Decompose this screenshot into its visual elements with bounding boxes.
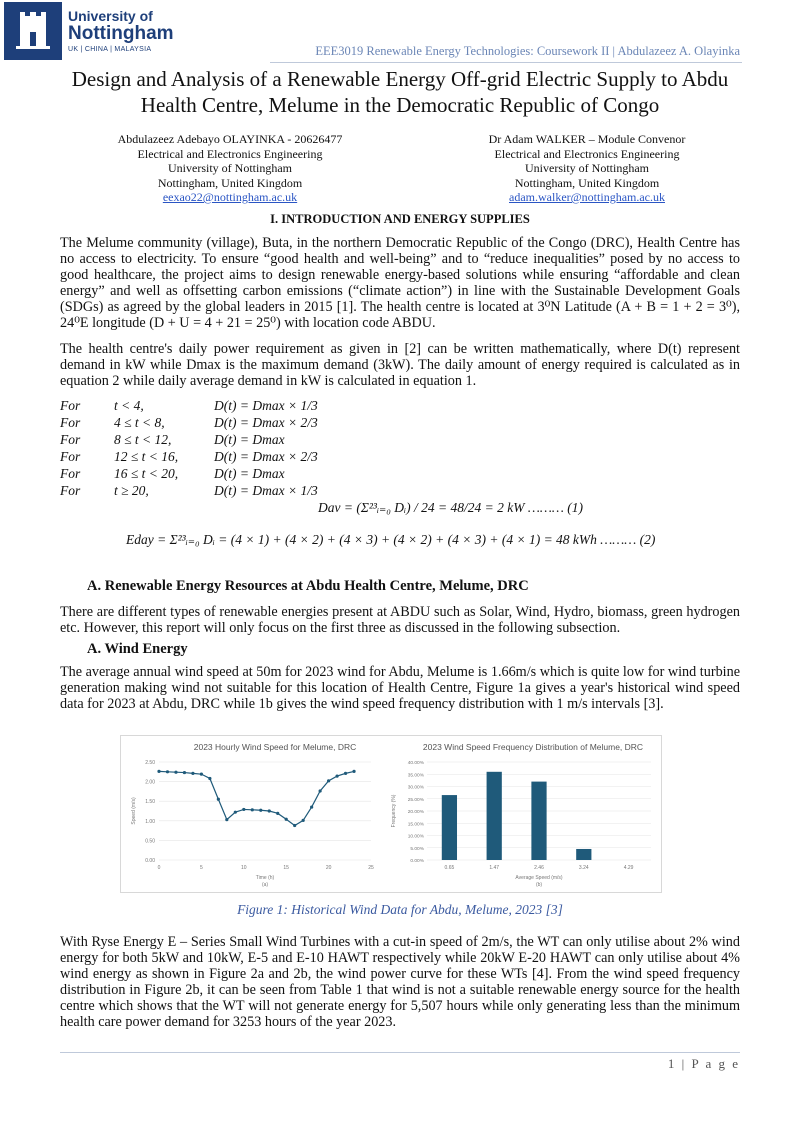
data-point bbox=[335, 775, 338, 778]
y-tick-label: 1.50 bbox=[145, 799, 155, 806]
data-point bbox=[352, 770, 355, 773]
y-axis-label: Speed (m/s) bbox=[131, 797, 137, 825]
y-tick-label: 0.00 bbox=[145, 858, 155, 864]
y-tick-label: 25.00% bbox=[407, 797, 424, 803]
y-tick-label: 15.00% bbox=[407, 822, 424, 828]
figure-caption: Figure 1: Historical Wind Data for Abdu, Melume, 2023 [3] bbox=[237, 902, 563, 917]
author-block-2 bbox=[457, 132, 717, 205]
data-point bbox=[293, 824, 296, 827]
row-for: For bbox=[60, 398, 81, 413]
bar bbox=[487, 772, 502, 860]
bar bbox=[531, 782, 546, 860]
row-for: For bbox=[60, 432, 81, 447]
data-point bbox=[242, 808, 245, 811]
x-tick-label: 3.24 bbox=[578, 865, 589, 871]
y-tick-label: 2.00 bbox=[145, 779, 155, 786]
data-point bbox=[302, 819, 305, 822]
row-for: For bbox=[60, 483, 81, 498]
x-tick-label: 5 bbox=[200, 865, 203, 871]
x-tick-label: 0.65 bbox=[444, 865, 455, 871]
data-point bbox=[327, 779, 330, 782]
x-axis-label: Time (h) bbox=[255, 875, 275, 881]
row-expr: D(t) = Dmax × 1/3 bbox=[214, 398, 318, 413]
author-university: University of Nottingham bbox=[168, 161, 292, 175]
university-logo-text bbox=[68, 8, 174, 56]
data-point bbox=[191, 772, 194, 775]
x-tick-label: 2.46 bbox=[534, 865, 544, 871]
paper-title: Design and Analysis of a Renewable Energy Off-grid Electric Supply to Abdu Health Centre, Melume in the Democratic Republic of Congo bbox=[71, 67, 729, 117]
data-point bbox=[200, 773, 203, 776]
x-tick-label: 0 bbox=[157, 865, 161, 871]
y-tick-label: 20.00% bbox=[407, 810, 424, 815]
data-point bbox=[174, 771, 177, 774]
x-tick-label: 1.47 bbox=[489, 865, 500, 871]
data-point bbox=[276, 812, 279, 815]
row-expr: D(t) = Dmax bbox=[214, 432, 285, 447]
x-axis-label: Average Speed (m/s) bbox=[515, 875, 563, 881]
y-tick-label: 40.00% bbox=[407, 761, 424, 766]
y-tick-label: 2.50 bbox=[145, 760, 155, 766]
demand-paragraph: The health centre's daily power requirement as given in [2] can be written mathematically, where D(t) represent demand in kW while Dmax is the maximum demand (3kW). The daily amount of energy required is calculated as in equation 2 while daily average demand in kW is calculated in equation 1. bbox=[60, 341, 740, 389]
row-for: For bbox=[60, 466, 81, 481]
author-block-1 bbox=[100, 132, 360, 205]
x-tick-label: 4.29 bbox=[623, 865, 634, 871]
author-dept: Electrical and Electronics Engineering bbox=[137, 146, 323, 161]
author-city: Nottingham, United Kingdom bbox=[157, 175, 303, 190]
data-point bbox=[157, 770, 160, 773]
chart-sublabel: (a) bbox=[261, 882, 269, 888]
y-tick-label: 1.00 bbox=[145, 818, 155, 825]
data-point bbox=[259, 809, 262, 812]
wind-frequency-chart bbox=[385, 736, 661, 892]
section-heading: I. INTRODUCTION AND ENERGY SUPPLIES bbox=[270, 212, 530, 226]
row-range: t ≥ 20, bbox=[114, 483, 149, 498]
figure-1 bbox=[120, 735, 662, 893]
footer-rule bbox=[60, 1052, 740, 1053]
data-point bbox=[225, 818, 228, 821]
chart-title: 2023 Hourly Wind Speed for Melume, DRC bbox=[193, 742, 357, 752]
wind-paragraph: The average annual wind speed at 50m for 2023 wind for Abdu, Melume is 1.66m/s which is quite low for wind turbine generation making wind not suitable for this location of Health Centre, Figure 1a gives a year's historical wind speed data for 2023 at Abdu, DRC while 1b gives the wind speed frequency distribution with 1 m/s intervals [3]. bbox=[60, 664, 740, 712]
x-tick-label: 10 bbox=[241, 865, 247, 871]
y-tick-label: 10.00% bbox=[407, 834, 424, 840]
row-range: 8 ≤ t < 12, bbox=[114, 432, 172, 447]
x-tick-label: 15 bbox=[283, 865, 289, 871]
data-point bbox=[251, 808, 254, 811]
chart-title: 2023 Wind Speed Frequency Distribution of Melume, DRC bbox=[422, 742, 644, 752]
bar bbox=[576, 849, 591, 860]
demand-row bbox=[60, 448, 324, 465]
author-university: University of Nottingham bbox=[525, 161, 649, 175]
data-point bbox=[344, 772, 347, 775]
y-tick-label: 30.00% bbox=[407, 785, 424, 791]
logo-line2: Nottingham bbox=[68, 23, 174, 44]
bar bbox=[442, 795, 457, 860]
row-for: For bbox=[60, 415, 81, 430]
equation-2: Eday = Σ²³ᵢ₌₀ Dᵢ = (4 × 1) + (4 × 2) + (4 × 3) + (4 × 2) + (4 × 3) + (4 × 1) = 48 kWh ……… (2) bbox=[126, 532, 656, 547]
author-email-link[interactable]: adam.walker@nottingham.ac.uk bbox=[509, 190, 665, 204]
demand-piecewise-table bbox=[60, 397, 324, 499]
y-tick-label: 5.00% bbox=[410, 846, 424, 852]
resources-paragraph: There are different types of renewable energies present at ABDU such as Solar, Wind, Hydro, biomass, green hydrogen etc. However, this report will only focus on the first three as discussed in the following subsection. bbox=[60, 604, 740, 636]
data-point bbox=[208, 777, 211, 780]
author-dept: Electrical and Electronics Engineering bbox=[494, 146, 680, 161]
subsection-heading-wind: A. Wind Energy bbox=[87, 641, 188, 657]
header-rule bbox=[270, 62, 742, 63]
y-tick-label: 35.00% bbox=[407, 773, 424, 779]
university-logo-mark bbox=[4, 2, 62, 60]
author-email-link[interactable]: eexao22@nottingham.ac.uk bbox=[162, 190, 298, 204]
row-range: 16 ≤ t < 20, bbox=[114, 466, 179, 481]
row-expr: D(t) = Dmax × 2/3 bbox=[214, 415, 318, 430]
running-head: EEE3019 Renewable Energy Technologies: Coursework II | Abdulazeez A. Olayinka bbox=[315, 44, 740, 58]
data-point bbox=[183, 771, 186, 774]
row-expr: D(t) = Dmax × 2/3 bbox=[214, 449, 318, 464]
row-range: 4 ≤ t < 8, bbox=[114, 415, 165, 430]
intro-paragraph: The Melume community (village), Buta, in the northern Democratic Republic of the Congo (DRC), Health Centre has no access to electricity. To ensure “good health and well-being” and to “reduce inequalities” posed by no access to good healthcare, the project aims to design renewable energy-based solutions while ensuring “affordable and clean energy” and well as offsetting carbon emissions (“climate action”) in line with the Sustainable Development Goals (SDGs) as agreed by the global leaders in 2015 [1]. The health centre is located at 3⁰N Latitude (A + B = 1 + 2 = 3⁰), 24⁰E longitude (D + U = 4 + 21 = 25⁰) with location code ABDU. bbox=[60, 235, 740, 331]
demand-row bbox=[60, 414, 324, 431]
castle-icon bbox=[4, 2, 62, 60]
data-point bbox=[234, 811, 237, 814]
data-point bbox=[166, 770, 169, 773]
series-line bbox=[159, 771, 354, 825]
x-tick-label: 20 bbox=[325, 865, 332, 871]
author-name: Dr Adam WALKER – Module Convenor bbox=[488, 132, 686, 146]
data-point bbox=[285, 818, 288, 821]
data-point bbox=[310, 805, 313, 808]
row-expr: D(t) = Dmax bbox=[214, 466, 285, 481]
row-expr: D(t) = Dmax × 1/3 bbox=[214, 483, 318, 498]
row-range: 12 ≤ t < 16, bbox=[114, 449, 179, 464]
demand-row bbox=[60, 465, 324, 482]
data-point bbox=[217, 798, 220, 801]
demand-row bbox=[60, 482, 324, 499]
y-tick-label: 0.00% bbox=[410, 859, 424, 864]
y-axis-label: Frequency (%) bbox=[391, 794, 397, 828]
subsection-heading-resources: A. Renewable Energy Resources at Abdu Health Centre, Melume, DRC bbox=[87, 578, 529, 594]
logo-line1: University of bbox=[68, 8, 153, 24]
demand-row bbox=[60, 397, 324, 414]
equation-1: Dav = (Σ²³ᵢ₌₀ Dᵢ) / 24 = 48/24 = 2 kW ……… (1) bbox=[318, 500, 584, 515]
row-for: For bbox=[60, 449, 81, 464]
data-point bbox=[319, 789, 322, 792]
y-tick-label: 0.50 bbox=[145, 838, 155, 845]
row-range: t < 4, bbox=[114, 398, 144, 413]
logo-line3: UK | CHINA | MALAYSIA bbox=[68, 46, 152, 53]
hourly-wind-chart bbox=[121, 736, 383, 892]
author-city: Nottingham, United Kingdom bbox=[514, 175, 660, 190]
author-name: Abdulazeez Adebayo OLAYINKA - 20626477 bbox=[117, 132, 343, 146]
data-point bbox=[268, 809, 271, 812]
chart-sublabel: (b) bbox=[535, 882, 543, 888]
x-tick-label: 25 bbox=[368, 865, 374, 871]
turbine-paragraph: With Ryse Energy E – Series Small Wind Turbines with a cut-in speed of 2m/s, the WT can only utilise about 2% wind energy for both 5kW and 10kW, E-5 and E-10 HAWT respectively while 20kW E-20 HAWT can only utilise about 4% wind energy as shown in Figure 2a and 2b, the wind power curve for these WTs [4]. From the wind speed frequency distribution in Figure 2b, it can be seen from Table 1 that wind is not a suitable renewable energy source for the health centre which shows that the WT will not generate energy for 5,507 hours while only generating less than the minimum health care power demand for 3253 hours of the year 2023. bbox=[60, 934, 740, 1030]
page-number: 1 | P a g e bbox=[667, 1056, 740, 1071]
demand-row bbox=[60, 431, 324, 448]
